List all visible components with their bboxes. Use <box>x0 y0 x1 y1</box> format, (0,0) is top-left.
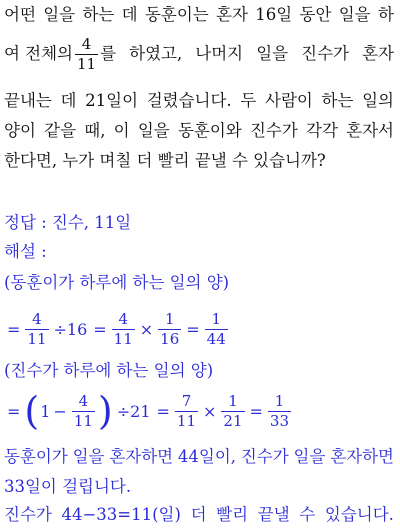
divide-term: ÷16 <box>53 319 88 339</box>
fraction <box>175 393 198 430</box>
numerator: 4 <box>32 309 42 328</box>
word: 더 <box>190 505 207 524</box>
word: 혼자하면 <box>330 447 394 466</box>
denominator: 11 <box>73 411 93 430</box>
fraction <box>268 393 291 430</box>
answer-label: 정답 : 진수, 11일 <box>4 213 132 232</box>
fraction <box>72 393 95 430</box>
word: 하였고, <box>129 44 183 63</box>
numerator: 1 <box>228 391 238 410</box>
numerator: 7 <box>181 391 192 410</box>
word: 나머지 <box>195 44 244 63</box>
note-jinsu: (진수가 하루에 하는 일의 양) <box>4 361 214 380</box>
word: 데 <box>121 5 138 24</box>
word: 동훈이는 <box>144 5 209 24</box>
denominator: 11 <box>27 329 47 348</box>
word: 혼자하면 <box>109 447 174 466</box>
times-sign: × <box>139 319 154 339</box>
word: 44−33=11(일) <box>61 505 181 524</box>
word: 두 <box>240 91 257 110</box>
numerator: 4 <box>78 391 89 410</box>
word: 하 <box>377 5 394 24</box>
word: 진수가 <box>249 121 298 140</box>
word: 혼자 <box>362 44 394 63</box>
conclusion-line-3 <box>4 504 394 526</box>
denominator: 33 <box>269 411 290 430</box>
word: 때, <box>84 121 106 140</box>
equals-sign: = <box>249 401 263 421</box>
word: 일을 <box>293 447 326 466</box>
equals-sign: = <box>156 401 170 421</box>
denominator: 44 <box>206 329 226 348</box>
conclusion-line-1 <box>4 446 394 468</box>
word: 이 <box>113 121 130 140</box>
word: 일을 <box>43 5 76 24</box>
problem-line-2 <box>4 32 394 76</box>
problem-line-4 <box>4 120 394 142</box>
fraction <box>112 311 135 348</box>
fraction-4-11 <box>75 36 98 73</box>
word: 걸렸습니다. <box>146 91 232 110</box>
word: 를 <box>100 44 117 63</box>
equals-sign: = <box>7 319 21 339</box>
equals-sign: = <box>7 401 21 421</box>
note-donghun: (동훈이가 하루에 하는 일의 양) <box>4 273 230 292</box>
times-sign: × <box>203 401 217 421</box>
word: 혼자 <box>216 5 248 24</box>
word: 일을 <box>338 5 371 24</box>
denominator: 16 <box>160 329 180 348</box>
word: 동안 <box>299 5 332 24</box>
word: 하는 <box>82 5 115 24</box>
word: 빨리 <box>216 505 249 524</box>
numerator: 4 <box>81 34 92 53</box>
word: 사람이 <box>265 91 313 110</box>
denominator: 11 <box>176 411 197 430</box>
equation-donghun <box>4 306 230 352</box>
problem-line-3 <box>4 90 394 112</box>
word: 진수가 <box>301 44 349 63</box>
numerator: 4 <box>118 309 128 328</box>
fraction <box>205 311 228 348</box>
word: 끝낼 <box>257 505 290 524</box>
line2-tail <box>100 43 394 65</box>
word: 어떤 <box>4 5 36 24</box>
denominator: 11 <box>113 329 133 348</box>
word: 끝내는 <box>4 91 52 110</box>
divide-term: ÷21 <box>116 401 151 421</box>
numerator: 1 <box>211 309 221 328</box>
numerator: 1 <box>274 391 285 410</box>
word: 있습니다. <box>324 505 394 524</box>
equals-sign: = <box>93 319 107 339</box>
right-paren: ) <box>97 389 113 433</box>
word: 44일이, <box>177 447 237 466</box>
explanation-label: 해설 : <box>4 242 47 261</box>
left-paren: ( <box>24 389 40 433</box>
word: 21일이 <box>85 91 139 110</box>
equals-sign: = <box>186 319 200 339</box>
problem-line-5: 한다면, 누가 며칠 더 빨리 끝낼 수 있습니까? <box>4 151 326 170</box>
word: 양이 <box>4 121 36 140</box>
word: 일을 <box>137 121 170 140</box>
word: 하는 <box>321 91 354 110</box>
word: 데 <box>60 91 77 110</box>
denominator: 21 <box>223 411 243 430</box>
word: 일을 <box>256 44 289 63</box>
word: 진수가 <box>240 447 289 466</box>
numerator: 1 <box>164 309 175 328</box>
word: 16일 <box>255 5 293 24</box>
problem-line-1 <box>4 4 394 26</box>
word: 진수가 <box>4 505 52 524</box>
minus-sign: − <box>53 401 67 421</box>
word: 각각 <box>306 121 338 140</box>
fraction <box>25 311 48 348</box>
number-one: 1 <box>40 401 51 421</box>
word: 여 전체의 <box>4 44 74 63</box>
word: 일을 <box>72 447 105 466</box>
word: 수 <box>299 505 316 524</box>
word: 동훈이와 <box>177 121 242 140</box>
fraction <box>221 393 244 430</box>
word: 혼자서 <box>346 121 394 140</box>
fraction <box>158 311 181 348</box>
word: 같을 <box>44 121 77 140</box>
word: 동훈이가 <box>4 447 68 466</box>
denominator: 11 <box>77 54 97 73</box>
word: 일의 <box>362 91 394 110</box>
equation-jinsu <box>4 388 293 434</box>
conclusion-line-2: 33일이 걸립니다. <box>4 477 132 496</box>
